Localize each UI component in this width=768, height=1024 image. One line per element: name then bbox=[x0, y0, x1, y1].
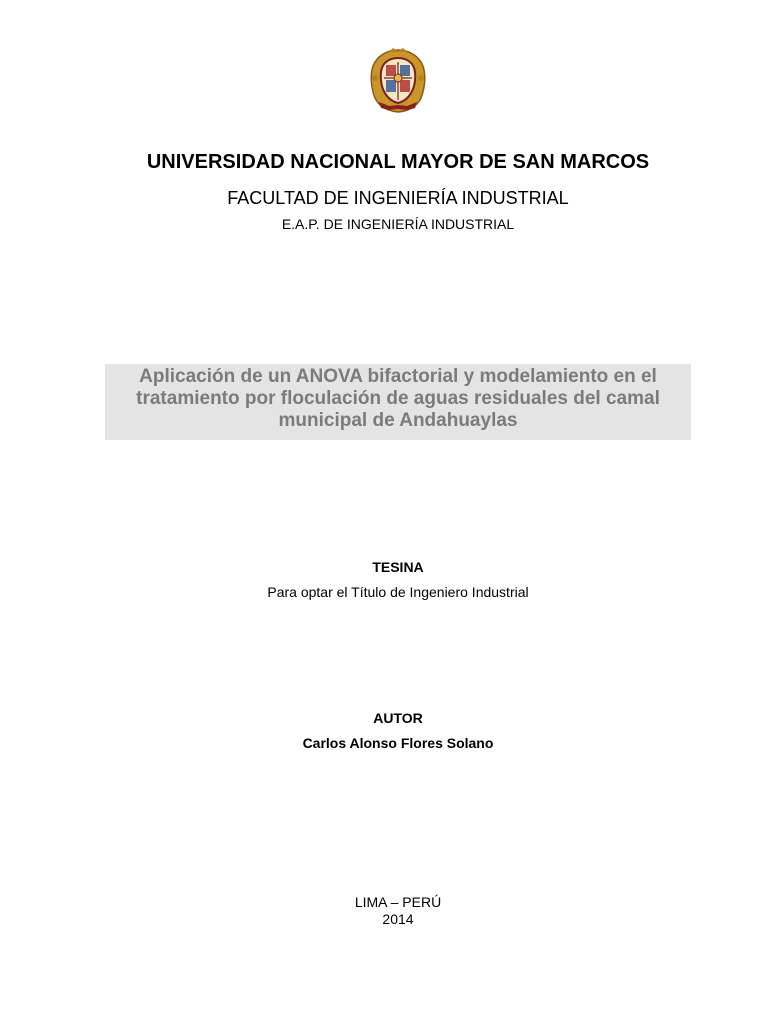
school-name: E.A.P. DE INGENIERÍA INDUSTRIAL bbox=[281, 216, 515, 232]
degree-purpose: Para optar el Título de Ingeniero Industrial bbox=[267, 584, 529, 600]
faculty-name: FACULTAD DE INGENIERÍA INDUSTRIAL bbox=[227, 188, 569, 208]
city-country: LIMA – PERÚ bbox=[354, 894, 442, 910]
thesis-title-line-1: Aplicación de un ANOVA bifactorial y modelamiento en el bbox=[139, 366, 657, 387]
thesis-title-box bbox=[105, 364, 691, 440]
year: 2014 bbox=[382, 911, 414, 927]
thesis-title bbox=[105, 366, 691, 432]
university-name: UNIVERSIDAD NACIONAL MAYOR DE SAN MARCOS bbox=[146, 151, 650, 173]
university-crest-icon bbox=[369, 48, 427, 114]
thesis-title-line-3: municipal de Andahuaylas bbox=[278, 410, 518, 431]
degree-type: TESINA bbox=[372, 559, 424, 575]
author-name: Carlos Alonso Flores Solano bbox=[302, 735, 494, 751]
thesis-title-line-2: tratamiento por floculación de aguas residuales del camal bbox=[136, 388, 660, 409]
author-label: AUTOR bbox=[373, 710, 423, 726]
